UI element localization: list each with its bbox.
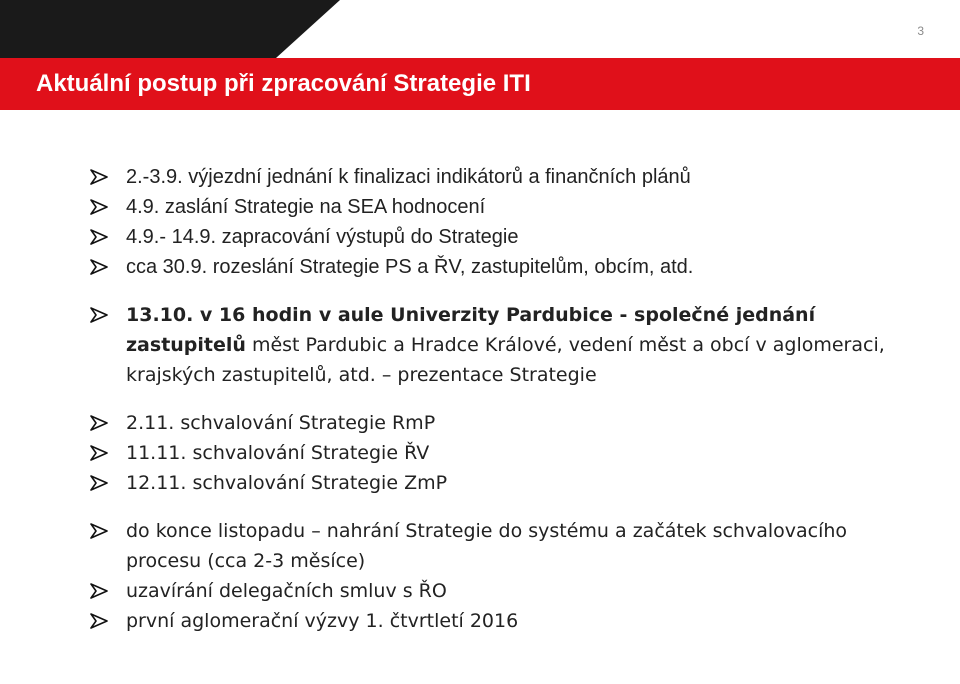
spacer	[90, 282, 890, 300]
list-item	[90, 408, 890, 438]
list-item	[90, 222, 890, 252]
list-item	[90, 606, 890, 636]
arrowhead-bullet-icon	[90, 252, 126, 282]
list-item-regular-text: měst Pardubic a Hradce Králové, vedení měst a obcí v aglomeraci, krajských zastupitelů, atd. – prezentace Strategie	[126, 334, 885, 386]
arrowhead-bullet-icon	[90, 606, 126, 636]
spacer	[90, 390, 890, 408]
list-item	[90, 192, 890, 222]
list-item	[90, 468, 890, 498]
list-item-text: 2.11. schvalování Strategie RmP	[126, 412, 436, 434]
list-item	[90, 438, 890, 468]
list-item-text: do konce listopadu – nahrání Strategie do systému a začátek schvalovacího procesu (cca 2-3 měsíce)	[126, 520, 848, 572]
list-item-text	[126, 300, 890, 390]
list-item	[90, 162, 890, 192]
arrowhead-bullet-icon	[90, 300, 126, 330]
page-number: 3	[917, 24, 924, 38]
list-item	[90, 300, 890, 390]
arrowhead-bullet-icon	[90, 222, 126, 252]
list-item-text: cca 30.9. rozeslání Strategie PS a ŘV, zastupitelům, obcím, atd.	[126, 256, 694, 278]
arrowhead-bullet-icon	[90, 468, 126, 498]
header-black-shape	[0, 0, 340, 58]
arrowhead-bullet-icon	[90, 408, 126, 438]
list-item-text: 2.-3.9. výjezdní jednání k finalizaci indikátorů a finančních plánů	[126, 166, 691, 188]
spacer	[90, 498, 890, 516]
list-item-text: 11.11. schvalování Strategie ŘV	[126, 442, 430, 464]
arrowhead-bullet-icon	[90, 162, 126, 192]
arrowhead-bullet-icon	[90, 576, 126, 606]
arrowhead-bullet-icon	[90, 438, 126, 468]
list-item-text: první aglomerační výzvy 1. čtvrtletí 2016	[126, 610, 519, 632]
arrowhead-bullet-icon	[90, 192, 126, 222]
list-item-text: 12.11. schvalování Strategie ZmP	[126, 472, 448, 494]
bullet-list	[90, 162, 890, 636]
list-item-text: 4.9.- 14.9. zapracování výstupů do Strategie	[126, 226, 519, 248]
arrowhead-bullet-icon	[90, 516, 126, 546]
list-item-text: uzavírání delegačních smluv s ŘO	[126, 580, 447, 602]
slide-title: Aktuální postup při zpracování Strategie ITI	[36, 70, 531, 97]
list-item	[90, 516, 890, 576]
list-item	[90, 252, 890, 282]
list-item-text: 4.9. zaslání Strategie na SEA hodnocení	[126, 196, 486, 218]
list-item	[90, 576, 890, 606]
list-item-bold-text: 13.10. v 16 hodin v aule Univerzity Pardubice - společné jednání zastupitelů	[126, 304, 816, 356]
